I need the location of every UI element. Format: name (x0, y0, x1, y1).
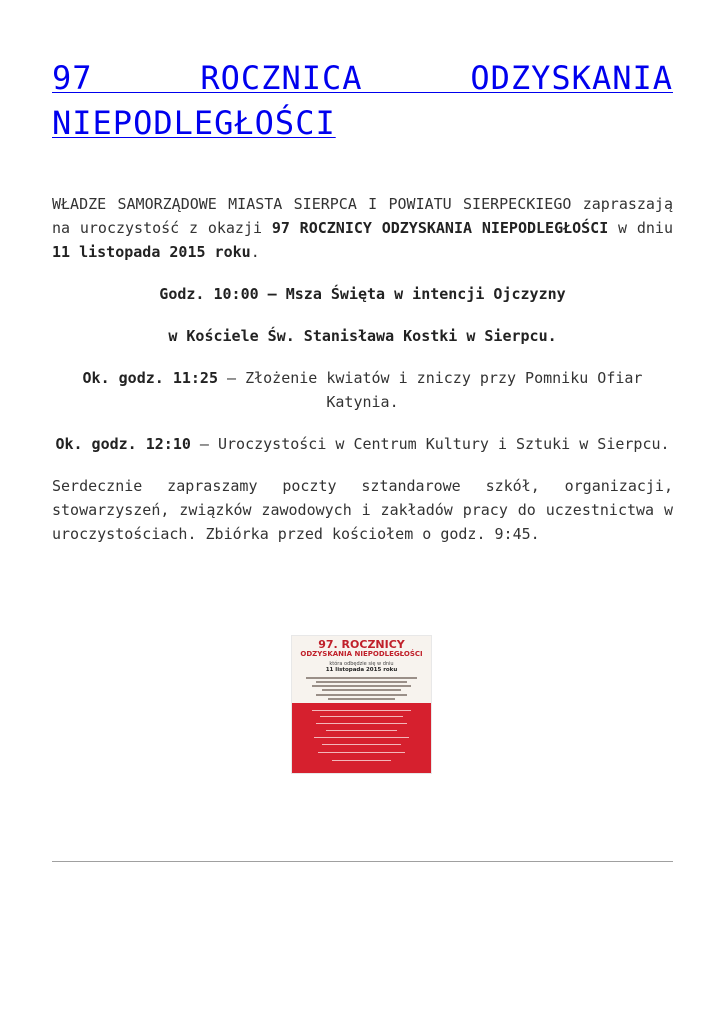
poster-heading: 97. ROCZNICY (318, 638, 405, 651)
intro-text-start: WŁADZE SAMORZĄDOWE MIASTA SIERPCA I POWIATU SIERPECKIEGO zapraszają na uroczystość z okazji (52, 195, 673, 237)
flowers-text: – Złożenie kwiatów i zniczy przy Pomniku Ofiar Katynia. (218, 369, 643, 411)
poster (292, 636, 431, 773)
poster-text-line (316, 681, 407, 683)
poster-subheading: ODZYSKANIA NIEPODLEGŁOŚCI (300, 650, 423, 658)
poster-text-line (312, 685, 411, 687)
ceremony-time: Ok. godz. 12:10 (55, 435, 191, 453)
ceremony-text: – Uroczystości w Centrum Kultury i Sztuki w Sierpcu. (190, 435, 670, 453)
poster-image[interactable] (292, 636, 431, 773)
poster-text-line (306, 677, 417, 679)
poster-red-text-line (316, 723, 407, 724)
page-title (52, 56, 673, 146)
poster-red-text-line (320, 716, 403, 717)
article-title-link[interactable]: 97 ROCZNICA ODZYSKANIA NIEPODLEGŁOŚCI (52, 59, 673, 142)
flowers-time: Ok. godz. 11:25 (82, 369, 218, 387)
anniversary-bold: 97 ROCZNICY ODZYSKANIA NIEPODLEGŁOŚCI (271, 219, 609, 237)
date-bold: 11 listopada 2015 roku (52, 243, 251, 261)
poster-line-3: która odbędzie się w dniu (329, 661, 394, 667)
poster-red-text-line (332, 760, 391, 761)
poster-text-line (328, 698, 395, 700)
ceremony-paragraph (52, 432, 673, 456)
poster-red-text-line (318, 752, 405, 753)
article (52, 56, 673, 564)
intro-text-mid: w dniu (608, 219, 673, 237)
article-body (52, 192, 673, 546)
mass-line-2 (52, 324, 673, 348)
mass-text-2: w Kościele Św. Stanisława Kostki w Sierpcu. (168, 327, 557, 345)
flowers-paragraph (52, 366, 673, 414)
poster-date: 11 listopada 2015 roku (325, 667, 398, 673)
poster-red-text-line (314, 737, 409, 738)
poster-red-text-line (326, 730, 397, 731)
poster-text-line (322, 689, 401, 691)
invitation-paragraph: Serdecznie zapraszamy poczty sztandarowe szkół, organizacji, stowarzyszeń, związków zawodowych i zakładów pracy do uczestnictwa w uroczystościach. Zbiórka przed kościołem o godz. 9:45. (52, 477, 673, 543)
mass-line-1 (52, 282, 673, 306)
mass-text-1: Godz. 10:00 – Msza Święta w intencji Ojczyzny (159, 285, 566, 303)
intro-paragraph (52, 192, 673, 264)
poster-red-text-line (312, 710, 411, 711)
poster-red-text-line (322, 744, 401, 745)
poster-red-section (292, 703, 431, 773)
poster-text-line (316, 694, 407, 696)
intro-text-end: . (250, 243, 260, 261)
footer-divider (52, 861, 673, 862)
